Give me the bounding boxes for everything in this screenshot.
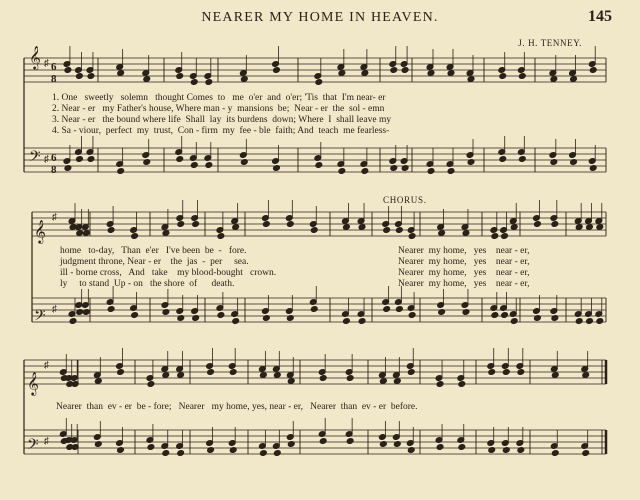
notehead xyxy=(287,378,295,385)
notehead xyxy=(205,162,213,169)
notehead xyxy=(176,156,184,163)
notehead xyxy=(64,67,72,74)
notehead xyxy=(447,168,455,175)
verse-3-line-2: ill - borne cross, And take my blood-bought crown. xyxy=(60,268,277,278)
time-signature-top: 6 xyxy=(51,61,57,73)
notehead xyxy=(310,306,318,313)
verse-2-line-2: judgment throne, Near - er the jas - per sea. xyxy=(60,257,249,267)
verse-2-line: 2. Near - er my Father's house, Where man - y mansions be; Near - er the sol - emn xyxy=(52,104,385,114)
notehead xyxy=(510,318,518,325)
bass-clef-icon: 𝄢 xyxy=(34,307,46,328)
notehead xyxy=(205,79,213,86)
sharp-icon: ♯ xyxy=(52,212,57,223)
notehead xyxy=(358,318,366,325)
notehead xyxy=(361,70,369,77)
verse-1-line-2: home to-day, Than e'er I've been be - fore. xyxy=(60,246,247,256)
chorus-line-1: Nearer my home, yes near - er, xyxy=(398,246,530,256)
composer-credit: J. H. TENNEY. xyxy=(518,38,582,48)
treble-clef-icon: 𝄞 xyxy=(29,45,41,69)
notehead xyxy=(310,227,318,234)
notehead xyxy=(192,221,200,228)
notehead xyxy=(240,76,248,83)
notehead xyxy=(346,438,354,445)
page-number: 145 xyxy=(588,8,612,25)
notehead xyxy=(517,369,525,376)
notehead xyxy=(76,156,84,163)
time-signature-bottom: 8 xyxy=(51,73,57,85)
notehead xyxy=(319,375,327,382)
notehead xyxy=(575,224,583,231)
notehead xyxy=(436,381,444,388)
notehead xyxy=(491,312,499,319)
notehead xyxy=(467,76,475,83)
notehead xyxy=(575,318,583,325)
notehead xyxy=(499,156,507,163)
chorus-line-2: Nearer my home, yes near - er, xyxy=(398,257,530,267)
notehead xyxy=(94,378,102,385)
notehead xyxy=(393,378,401,385)
notehead xyxy=(162,372,170,379)
notehead xyxy=(315,79,323,86)
notehead xyxy=(87,156,95,163)
notehead xyxy=(551,221,559,228)
notehead xyxy=(147,381,155,388)
notehead xyxy=(408,312,416,319)
notehead xyxy=(383,306,391,313)
notehead xyxy=(319,438,327,445)
notehead xyxy=(260,450,268,457)
notehead xyxy=(427,168,435,175)
refrain-line: Nearer than ev - er be - fore; Nearer my home, yes, near - er, Nearer than ev - er before. xyxy=(56,402,418,412)
notehead xyxy=(232,318,240,325)
notehead xyxy=(488,369,496,376)
notehead xyxy=(551,450,559,457)
notehead xyxy=(458,444,466,451)
notehead xyxy=(190,162,198,169)
bass-time-signature-top: 6 xyxy=(51,152,57,164)
notehead xyxy=(315,162,323,169)
notehead xyxy=(273,450,281,457)
verse-3-line: 3. Near - er the bound where life Shall lay its burdens down; Where I shall leave my xyxy=(52,115,392,125)
verse-4-line: 4. Sa - viour, perfect my trust, Con - firm my fee - ble faith; And teach me fearless- xyxy=(52,126,390,136)
sharp-icon: ♯ xyxy=(52,304,57,315)
notehead xyxy=(338,168,346,175)
notehead xyxy=(502,369,510,376)
notehead xyxy=(229,369,237,376)
notehead xyxy=(499,73,507,80)
bass-clef-icon: 𝄢 xyxy=(29,148,41,169)
notehead xyxy=(176,73,184,80)
notehead xyxy=(380,378,388,385)
notehead xyxy=(570,76,578,83)
bass-clef-icon: 𝄢 xyxy=(27,436,39,457)
sharp-icon: ♯ xyxy=(44,436,49,447)
notehead xyxy=(458,381,466,388)
sharp-icon: ♯ xyxy=(44,154,49,165)
notehead xyxy=(83,230,91,237)
notehead xyxy=(177,221,185,228)
notehead xyxy=(273,67,281,74)
notehead xyxy=(343,224,351,231)
notehead xyxy=(217,312,225,319)
notehead xyxy=(263,221,271,228)
notehead xyxy=(117,70,125,77)
notehead xyxy=(436,444,444,451)
notehead xyxy=(69,318,77,325)
hymn-title: NEARER MY HOME IN HEAVEN. xyxy=(201,10,439,25)
notehead xyxy=(462,230,470,237)
notehead xyxy=(491,233,499,240)
notehead xyxy=(117,369,125,376)
notehead xyxy=(408,233,416,240)
notehead xyxy=(550,76,558,83)
notehead xyxy=(107,227,115,234)
notehead xyxy=(582,372,590,379)
notehead xyxy=(447,70,455,77)
notehead xyxy=(510,224,518,231)
notehead xyxy=(177,372,185,379)
notehead xyxy=(338,70,346,77)
notehead xyxy=(131,312,139,319)
notehead xyxy=(260,372,268,379)
notehead xyxy=(343,318,351,325)
notehead xyxy=(534,221,542,228)
notehead xyxy=(273,372,281,379)
notehead xyxy=(147,444,155,451)
notehead xyxy=(396,227,404,234)
notehead xyxy=(358,224,366,231)
notehead xyxy=(131,233,139,240)
notehead xyxy=(407,369,415,376)
notehead xyxy=(390,67,398,74)
notehead xyxy=(427,70,435,77)
notehead xyxy=(586,224,594,231)
notehead xyxy=(177,450,185,457)
notehead xyxy=(501,233,509,240)
notehead xyxy=(117,168,125,175)
notehead xyxy=(207,369,215,376)
notehead xyxy=(190,79,198,86)
sharp-icon: ♯ xyxy=(44,58,49,69)
notehead xyxy=(518,156,526,163)
treble-clef-icon: 𝄞 xyxy=(34,219,46,243)
notehead xyxy=(586,318,594,325)
notehead xyxy=(438,230,446,237)
notehead xyxy=(518,73,526,80)
notehead xyxy=(76,73,84,80)
notehead xyxy=(143,76,151,83)
bass-time-signature-bottom: 8 xyxy=(51,164,57,176)
notehead xyxy=(361,168,369,175)
sharp-icon: ♯ xyxy=(44,360,49,371)
notehead xyxy=(582,450,590,457)
notehead xyxy=(346,375,354,382)
notehead xyxy=(162,230,170,237)
notehead xyxy=(501,312,509,319)
notehead xyxy=(232,224,240,231)
notehead xyxy=(589,67,597,74)
verse-1-line: 1. One sweetly solemn thought Comes to me o'er and o'er; 'Tis that I'm near- er xyxy=(52,93,386,103)
notehead xyxy=(217,233,225,240)
chorus-line-4: Nearer my home, yes near - er, xyxy=(398,279,530,289)
notehead xyxy=(396,306,404,313)
notehead xyxy=(383,227,391,234)
notehead xyxy=(107,306,115,313)
notehead xyxy=(551,372,559,379)
chorus-label: CHORUS. xyxy=(383,195,427,205)
notehead xyxy=(87,73,95,80)
notehead xyxy=(162,450,170,457)
verse-4-line-2: ly to stand Up - on the shore of death. xyxy=(60,279,235,289)
notehead xyxy=(401,67,409,74)
notehead xyxy=(596,318,604,325)
notehead xyxy=(76,230,84,237)
treble-clef-icon: 𝄞 xyxy=(27,371,39,395)
notehead xyxy=(286,221,294,228)
notehead xyxy=(596,224,604,231)
chorus-line-3: Nearer my home, yes near - er, xyxy=(398,268,530,278)
